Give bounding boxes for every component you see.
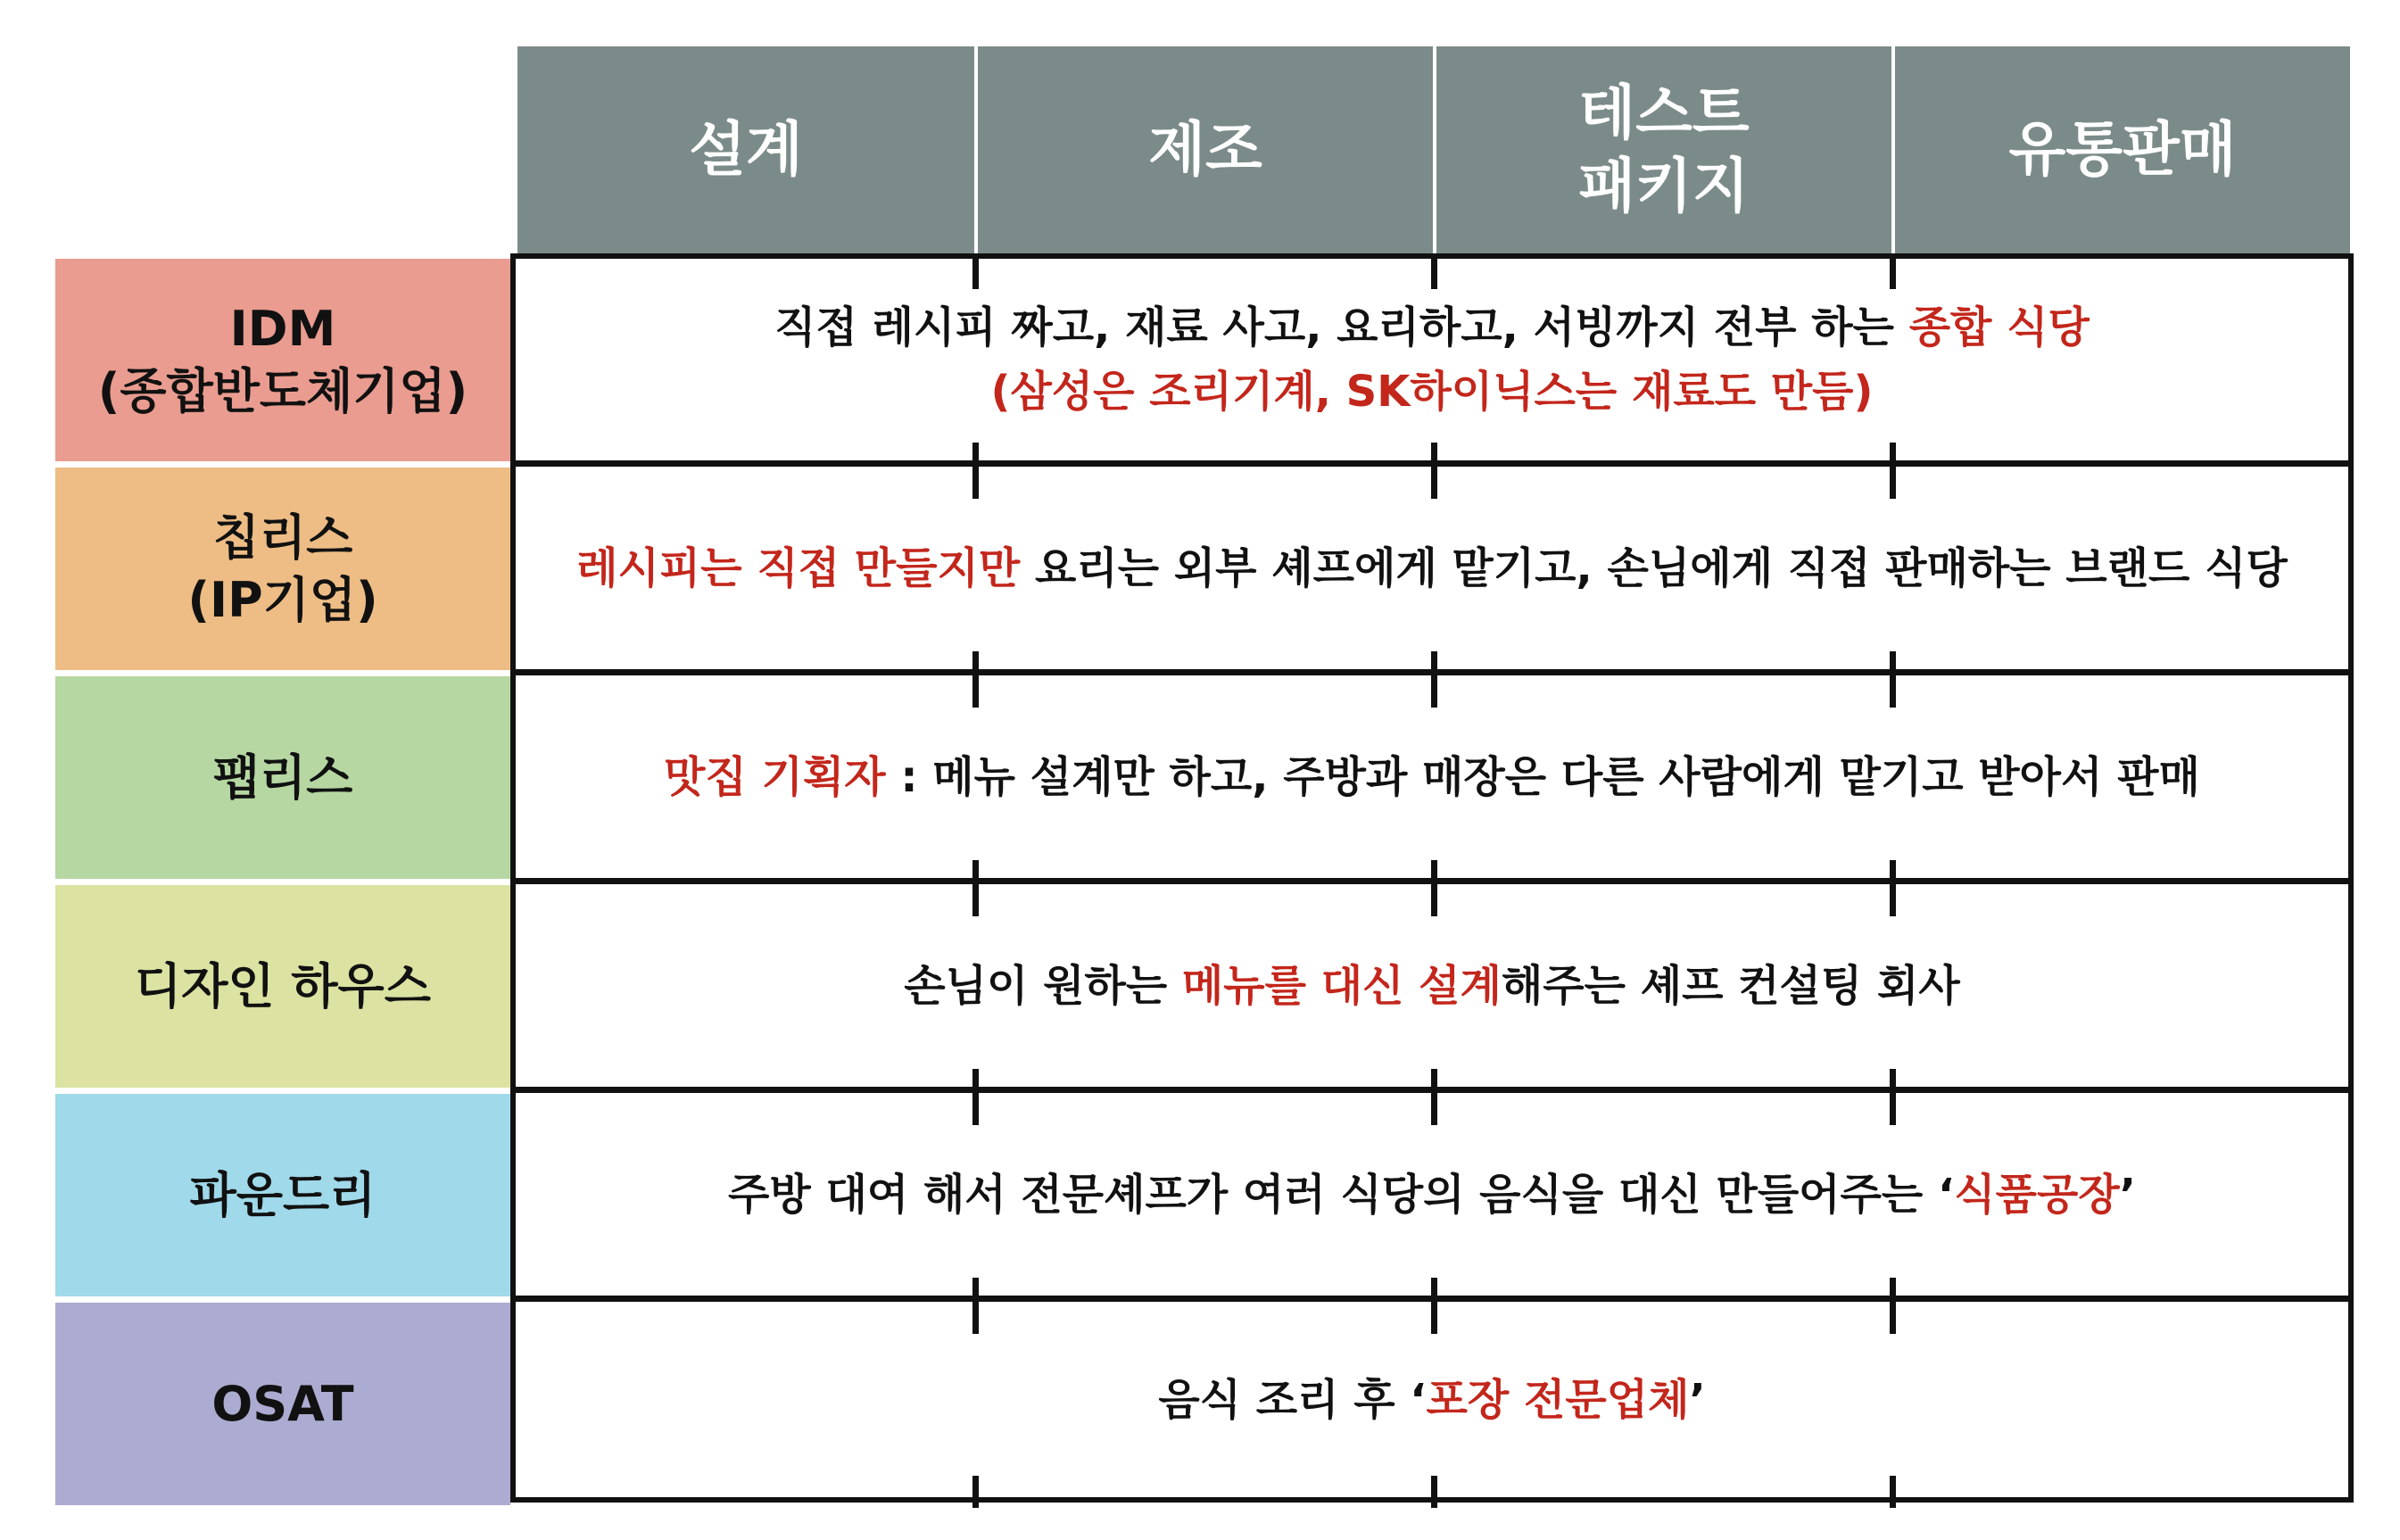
description-text: : 메뉴 설계만 하고, 주방과 매장은 다른 사람에게 맡기고 받아서 판매: [885, 751, 2200, 802]
row-description-chipless: [516, 467, 2348, 669]
description-line: [904, 954, 1959, 1018]
row-label-fabless: [55, 676, 510, 879]
description-line: [1158, 1368, 1705, 1432]
row-label-foundry: [55, 1094, 510, 1296]
column-header-distribution-sales: 유통판매: [1895, 46, 2350, 253]
highlighted-text: (삼성은 조리기계, SK하이닉스는 재료도 만듬): [990, 367, 1874, 417]
description-text: 요리는 외부 셰프에게 맡기고, 손님에게 직접 판매하는 브랜드 식당: [1020, 542, 2288, 593]
row-description-osat: [516, 1302, 2348, 1497]
row-label-line: OSAT: [211, 1375, 354, 1432]
highlighted-text: 레시피는 직접 만들지만: [576, 542, 1021, 593]
description-line: [664, 745, 2200, 809]
row-label-line: 디자인 하우스: [135, 957, 431, 1014]
column-header-manufacturing: 제조: [978, 46, 1433, 253]
description-line: [774, 295, 2090, 360]
row-label-osat: [55, 1303, 510, 1505]
description-text: 해주는 셰프 컨설팅 회사: [1501, 960, 1960, 1011]
description-line: [576, 536, 2288, 600]
highlighted-text: 식품공장: [1954, 1169, 2120, 1220]
description-line: [991, 360, 1874, 424]
highlighted-text: 종합 식당: [1908, 302, 2090, 352]
row-label-line: 파운드리: [189, 1166, 377, 1223]
row-description-fabless: [516, 675, 2348, 878]
column-header-test-package: 테스트 패키지: [1436, 46, 1891, 253]
row-label-chipless: [55, 468, 510, 670]
highlighted-text: 맛집 기획자: [664, 751, 886, 802]
description-text: 음식 조리 후 ‘: [1158, 1374, 1427, 1425]
description-text: ’: [2119, 1169, 2136, 1220]
row-label-line: 팹리스: [212, 749, 353, 806]
column-header-design: 설계: [517, 46, 974, 253]
highlighted-text: 포장 전문업체: [1426, 1374, 1690, 1425]
highlighted-text: 메뉴를 대신 설계: [1181, 960, 1502, 1011]
row-description-idm: [516, 259, 2348, 460]
row-label-line: IDM: [229, 300, 336, 357]
description-text: 손님이 원하는: [904, 960, 1182, 1011]
row-label-design-house: [55, 885, 510, 1088]
description-text: 주방 대여 해서 전문셰프가 여러 식당의 음식을 대신 만들어주는 ‘: [728, 1169, 1955, 1220]
row-label-line: (종합반도체기업): [97, 362, 468, 419]
row-label-line: (IP기업): [187, 571, 378, 628]
row-label-line: 칩리스: [212, 509, 353, 566]
row-label-idm: [55, 259, 510, 461]
description-line: [728, 1163, 2136, 1227]
row-description-foundry: [516, 1093, 2348, 1296]
description-text: 직접 레시피 짜고, 재료 사고, 요리하고, 서빙까지 전부 하는: [774, 302, 1909, 352]
description-text: ’: [1689, 1374, 1706, 1425]
row-description-design-house: [516, 884, 2348, 1087]
